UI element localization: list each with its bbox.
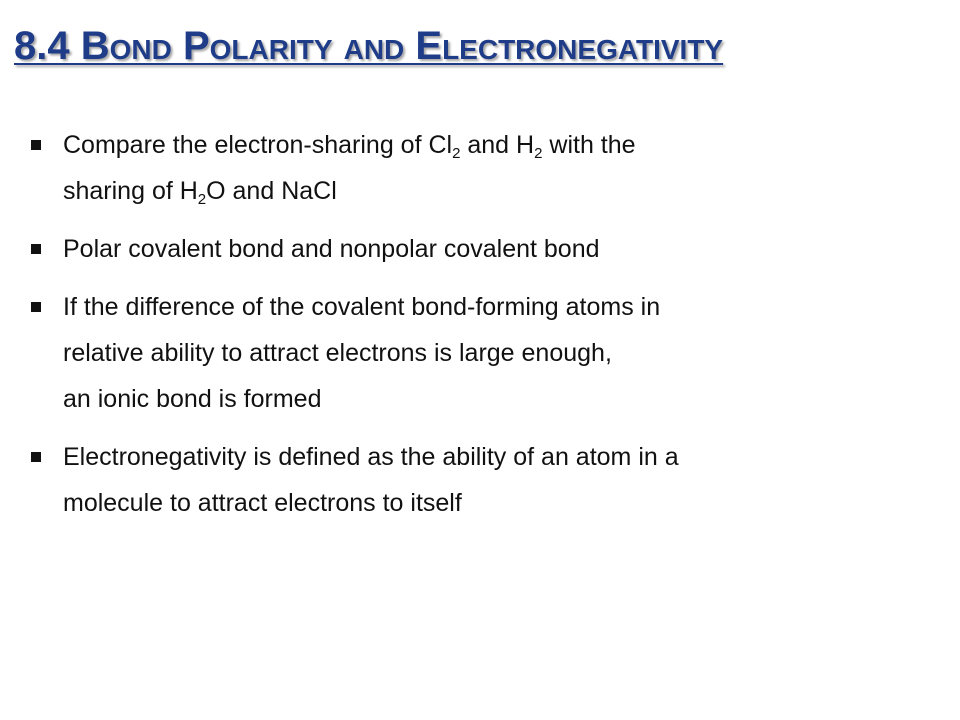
bullet-item bbox=[30, 284, 930, 422]
slide-title-text: 8.4 Bond Polarity and Electronegativity bbox=[14, 24, 724, 68]
subscript: 2 bbox=[452, 145, 461, 162]
subscript: 2 bbox=[534, 145, 543, 162]
bullet-text: If the difference of the covalent bond-forming atoms in relative ability to attract electrons is large enough, an ionic bond is formed bbox=[63, 293, 661, 413]
bullet-item bbox=[30, 434, 930, 526]
bullet-text: Polar covalent bond and nonpolar covalent bond bbox=[63, 235, 600, 263]
square-bullet-icon bbox=[31, 140, 41, 150]
slide-title bbox=[14, 22, 723, 70]
bullet-text: Compare the electron-sharing of $Cl_2$ and $H_2$ with the sharing of $H_2O$ and NaCl bbox=[63, 131, 636, 208]
subscript: 2 bbox=[197, 191, 207, 208]
bullet-text: Electronegativity is defined as the ability of an atom in a molecule to attract electrons to itself bbox=[63, 443, 679, 517]
square-bullet-icon bbox=[31, 244, 41, 254]
square-bullet-icon bbox=[31, 302, 41, 312]
bullet-item bbox=[30, 226, 930, 272]
bullet-list bbox=[30, 122, 930, 538]
bullet-item bbox=[30, 122, 930, 214]
square-bullet-icon bbox=[31, 452, 41, 462]
